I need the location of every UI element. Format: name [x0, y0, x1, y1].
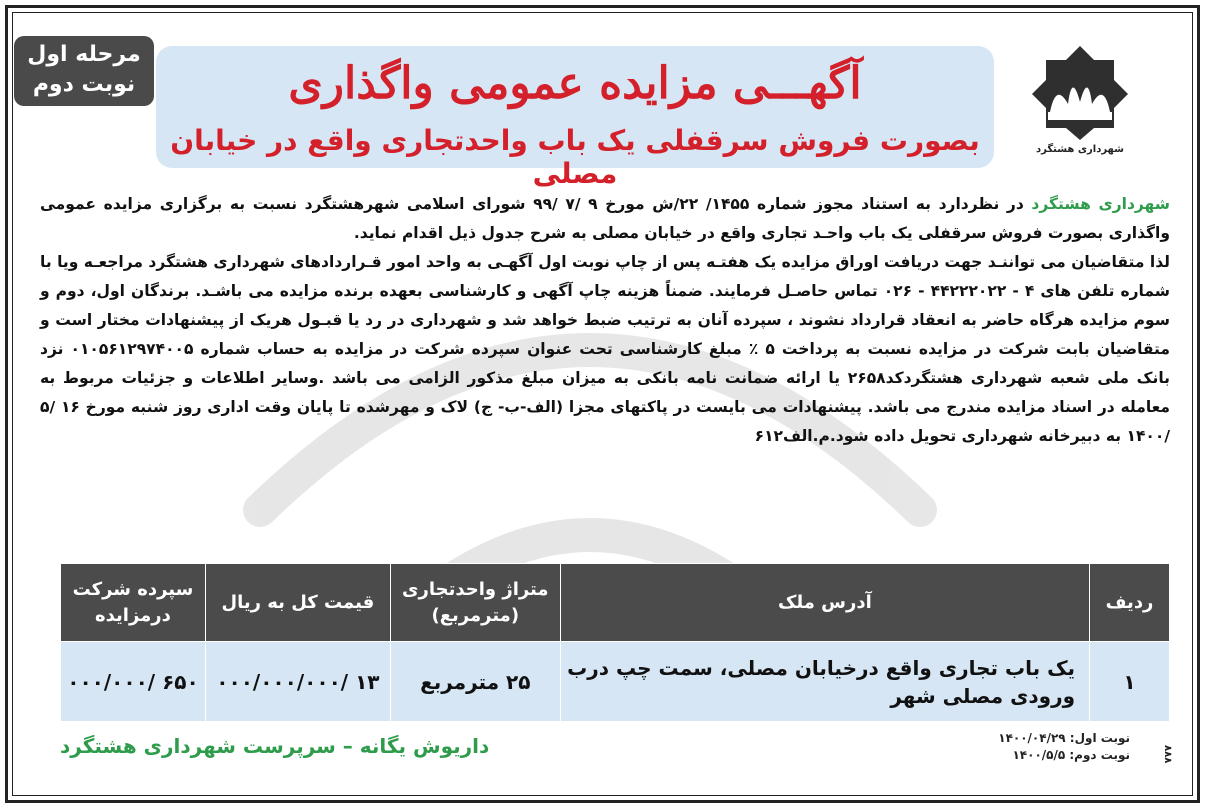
paragraph-1-text: در نظردارد به استناد مجوز شماره ۱۴۵۵/ ۲۲/ش مورخ ۹ /۷ /۹۹ شورای اسلامی شهرهشتگرد نسبت به برگزاری مزایده عمومی واگذاری بصورت فروش سرقفلی یک باب واحـد تجاری واقع در خیابان مصلی به شرح جدول ذیل اقدام نماید.	[40, 195, 1170, 242]
org-name: شهرداری هشتگرد	[1031, 195, 1171, 213]
ad-code: ۸۸۸	[1162, 745, 1173, 764]
announcement-body	[40, 190, 1170, 451]
header-deposit: سپرده شرکت درمزایده	[61, 564, 206, 642]
logo-caption: شهرداری هشتگرد	[1036, 144, 1124, 155]
table-header-row	[61, 564, 1170, 642]
cell-deposit: ۶۵۰ /۰۰۰/۰۰۰	[61, 642, 206, 722]
cell-address: یک باب تجاری واقع درخیابان مصلی، سمت چپ درب ورودی مصلی شهر	[560, 642, 1089, 722]
stage-line-1: مرحله اول	[27, 42, 141, 67]
paragraph-1	[40, 190, 1170, 248]
municipality-logo-icon	[1020, 42, 1140, 142]
first-publication: نوبت اول: ۱۴۰۰/۰۴/۲۹	[998, 731, 1130, 745]
header-area: متراژ واحدتجاری (مترمربع)	[390, 564, 560, 642]
stage-line-2: نوبت دوم	[32, 72, 136, 97]
header-price: قیمت کل به ریال	[205, 564, 390, 642]
cell-price: ۱۳ /۰۰۰/۰۰۰/۰۰۰	[205, 642, 390, 722]
header-row-number: ردیف	[1090, 564, 1170, 642]
header-address: آدرس ملک	[560, 564, 1089, 642]
cell-row-number: ۱	[1090, 642, 1170, 722]
page-subtitle: بصورت فروش سرقفلی یک باب واحدتجاری واقع در خیابان مصلی	[170, 124, 980, 190]
publication-dates	[950, 730, 1130, 764]
municipality-logo	[1010, 42, 1150, 172]
cell-area: ۲۵ مترمربع	[390, 642, 560, 722]
stage-badge	[14, 36, 154, 106]
page-title: آگهـــی مزایده عمومی واگذاری	[288, 58, 862, 109]
paragraph-2: لذا متقاضیان می تواننـد جهت دریافت اوراق مزایده یک هفتـه پس از چاپ نوبت اول آگهـی به واحد امور قـراردادهای شهرداری هشتگرد مراجعـه ویا با شماره تلفن های ۴ - ۴۴۲۲۲۰۲۲ - ۰۲۶ تماس حاصـل فرمایند. ضمناً هزینه چاپ آگهی و کارشناسی بعهده برنده مزایده می باشـد. برندگان اول، دوم و سوم مزایده هرگاه حاضر به انعقاد قرارداد نشوند ، سپرده آنان به ترتیب ضبط خواهد شد و شهرداری در رد یا قبـول هریک از پیشنهادات مختار است و متقاضیان بابت شرکت در مزایده نسبت به پرداخت ۵ ٪ مبلغ کارشناسی تحت عنوان سپرده شرکت در مزایده به حساب شماره ۰۱۰۵۶۱۲۹۷۴۰۰۵ نزد بانک ملی شعبه شهرداری هشتگردکد۲۶۵۸ یا ارائه ضمانت نامه بانکی به میزان مبلغ مذکور الزامی می باشد .وسایر اطلاعات و جزئیات مربوط به معامله در اسناد مزایده مندرج می باشد. پیشنهادات می بایست در پاکتهای مجزا (الف-ب- ج) لاک و مهرشده تا پایان وقت اداری روز شنبه مورخ ۱۶ /۵ /۱۴۰۰ به دبیرخانه شهرداری تحویل داده شود.م.الف۶۱۲	[40, 253, 1170, 445]
signature: داریوش یگانه – سرپرست شهرداری هشتگرد	[60, 734, 490, 758]
table-row	[61, 642, 1170, 722]
auction-table	[60, 563, 1170, 722]
second-publication: نوبت دوم: ۱۴۰۰/۵/۵	[1012, 748, 1130, 762]
